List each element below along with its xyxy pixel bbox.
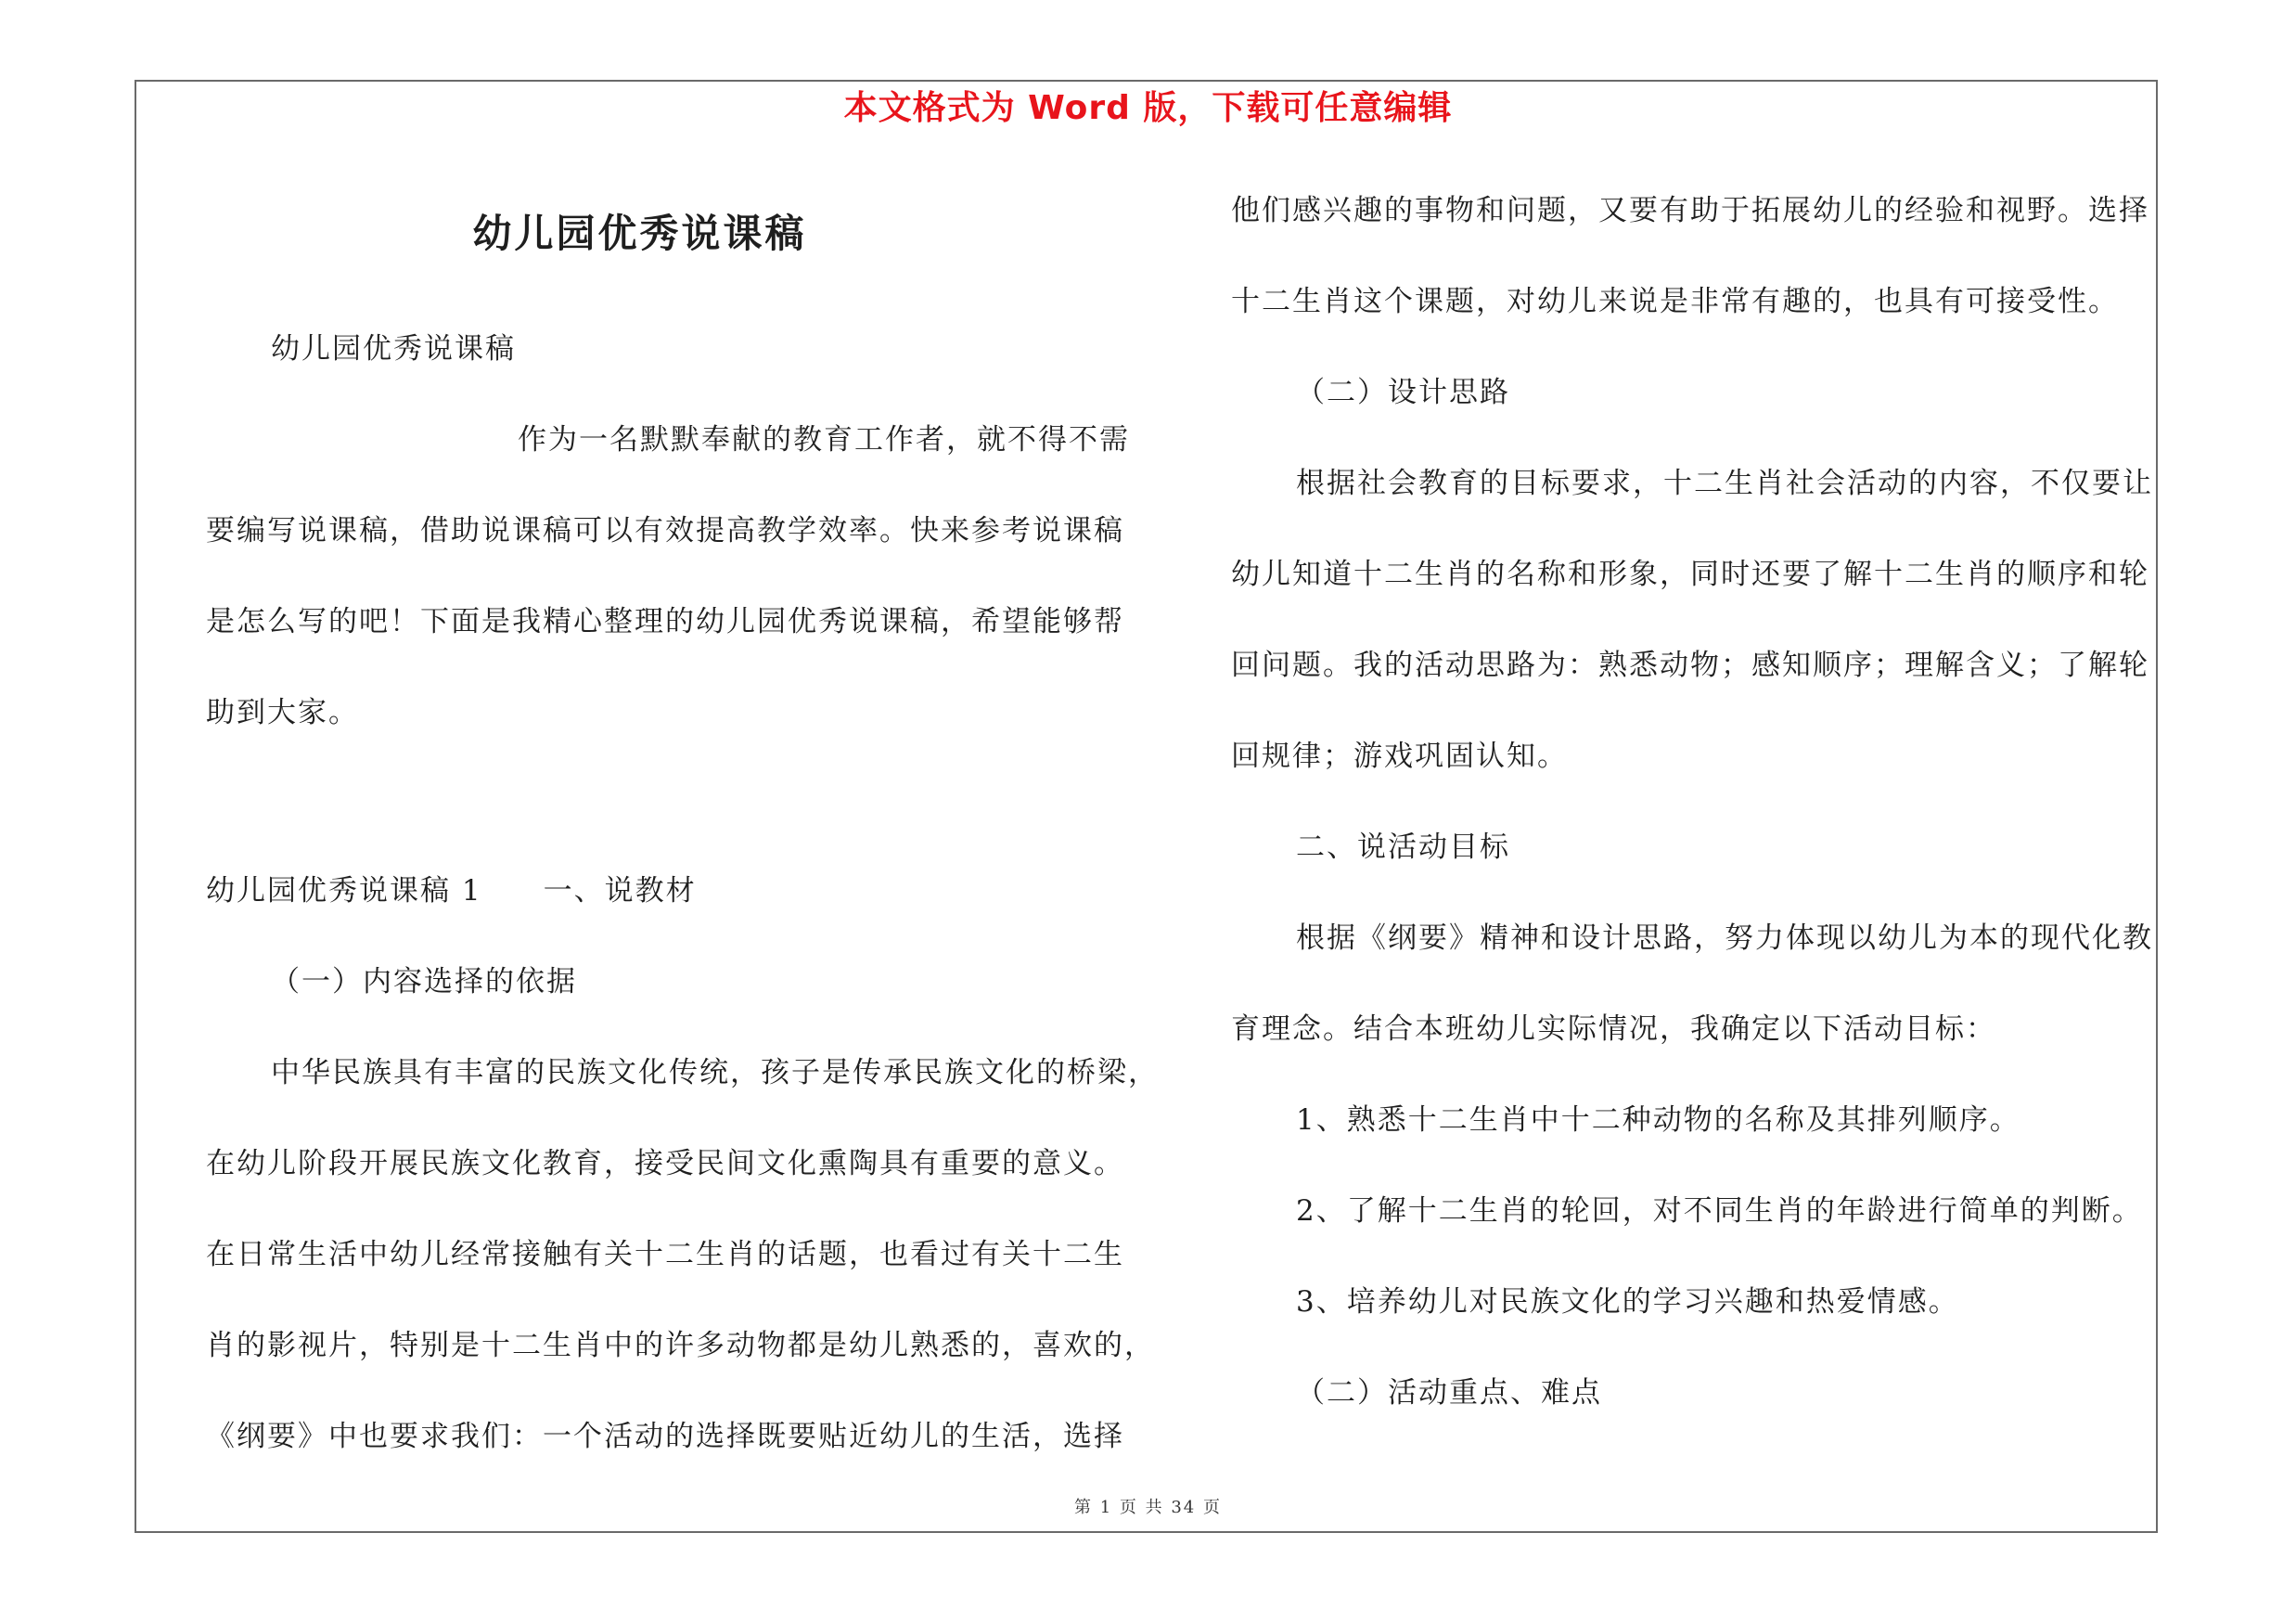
list-item: 3、培养幼儿对民族文化的学习兴趣和热爱情感。 — [1296, 1285, 1959, 1319]
paragraph-line: 幼儿知道十二生肖的名称和形象，同时还要了解十二生肖的顺序和轮 — [1231, 558, 2149, 591]
paragraph-line: 根据《纲要》精神和设计思路，努力体现以幼儿为本的现代化教 — [1296, 921, 2153, 955]
paragraph-line: 作为一名默默奉献的教育工作者，就不得不需 — [518, 423, 1130, 457]
paragraph-line: 回问题。我的活动思路为：熟悉动物；感知顺序；理解含义；了解轮 — [1231, 649, 2149, 682]
document-title: 幼儿园优秀说课稿 — [472, 211, 807, 256]
paragraph-line: 中华民族具有丰富的民族文化传统，孩子是传承民族文化的桥梁， — [271, 1056, 1159, 1089]
paragraph-line: 《纲要》中也要求我们：一个活动的选择既要贴近幼儿的生活，选择 — [206, 1420, 1124, 1453]
paragraph-line: 回规律；游戏巩固认知。 — [1231, 740, 1568, 773]
section-heading: 幼儿园优秀说课稿 1 一、说教材 — [206, 874, 697, 908]
word-format-banner: 本文格式为 Word 版，下载可任意编辑 — [843, 89, 1453, 127]
paragraph-line: 根据社会教育的目标要求，十二生肖社会活动的内容，不仅要让 — [1296, 467, 2153, 500]
paragraph-line: 在日常生活中幼儿经常接触有关十二生肖的话题，也看过有关十二生 — [206, 1238, 1124, 1271]
list-item: 2、了解十二生肖的轮回，对不同生肖的年龄进行简单的判断。 — [1296, 1194, 2143, 1228]
paragraph-line: 肖的影视片，特别是十二生肖中的许多动物都是幼儿熟悉的，喜欢的， — [206, 1329, 1155, 1362]
paragraph-line: 在幼儿阶段开展民族文化教育，接受民间文化熏陶具有重要的意义。 — [206, 1147, 1124, 1180]
subsection-heading: （一）内容选择的依据 — [271, 965, 577, 998]
list-item: 1、熟悉十二生肖中十二种动物的名称及其排列顺序。 — [1296, 1103, 2020, 1137]
subsection-heading: （二）设计思路 — [1296, 376, 1510, 409]
section-heading: 二、说活动目标 — [1296, 831, 1510, 864]
subsection-heading: （二）活动重点、难点 — [1296, 1376, 1602, 1410]
paragraph-line: 助到大家。 — [206, 696, 359, 729]
paragraph-line: 育理念。结合本班幼儿实际情况，我确定以下活动目标： — [1231, 1012, 1996, 1046]
paragraph-line: 要编写说课稿，借助说课稿可以有效提高教学效率。快来参考说课稿 — [206, 514, 1124, 547]
page-number: 第 1 页 共 34 页 — [1074, 1498, 1222, 1517]
paragraph-line: 十二生肖这个课题，对幼儿来说是非常有趣的，也具有可接受性。 — [1231, 285, 2119, 318]
paragraph-line: 是怎么写的吧！下面是我精心整理的幼儿园优秀说课稿，希望能够帮 — [206, 605, 1124, 638]
subtitle-line: 幼儿园优秀说课稿 — [271, 332, 516, 366]
paragraph-line: 他们感兴趣的事物和问题，又要有助于拓展幼儿的经验和视野。选择 — [1231, 194, 2149, 227]
